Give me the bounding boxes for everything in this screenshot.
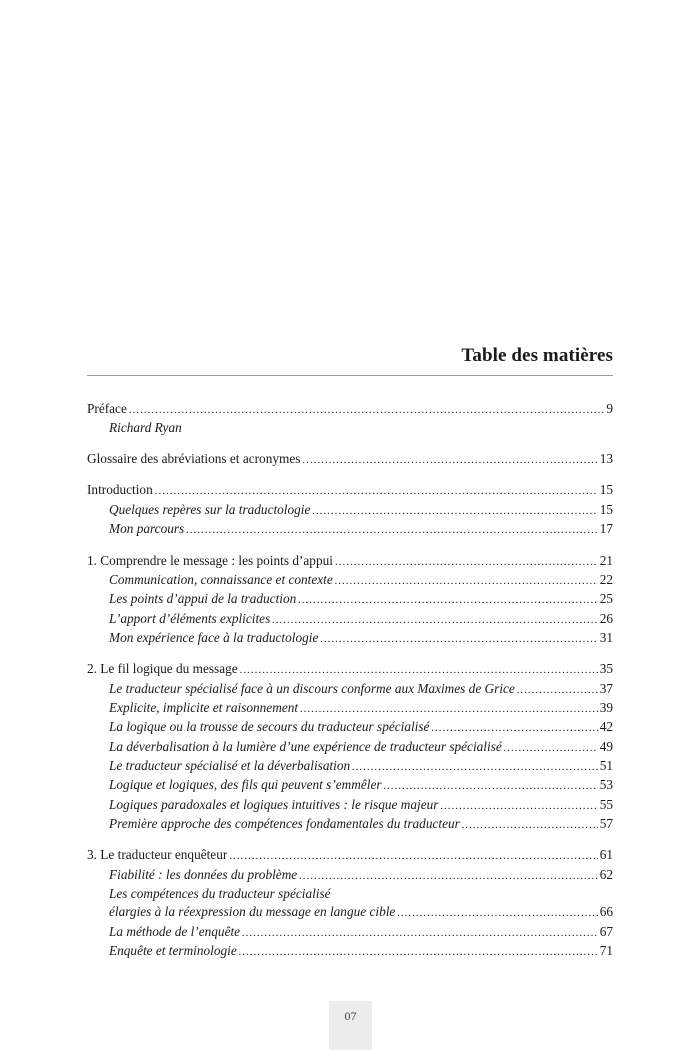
toc-entry-page: 26 (599, 610, 613, 626)
toc-entry-page: 37 (599, 680, 613, 696)
toc-entry-page: 9 (606, 401, 613, 416)
dot-leader (272, 611, 597, 629)
toc-subentry[interactable] (87, 903, 613, 922)
dot-leader (517, 681, 598, 699)
toc-subentry[interactable] (87, 680, 613, 699)
toc-entry-label: 1. Comprendre le message : les points d’appui (87, 552, 333, 568)
toc-entry-page: 39 (599, 700, 613, 716)
title-divider (87, 375, 613, 376)
toc-subentry[interactable] (87, 866, 613, 885)
toc-subentry[interactable] (87, 718, 613, 737)
toc-subentry[interactable] (87, 923, 613, 942)
toc-chapter-entry[interactable] (87, 450, 613, 469)
toc-entry-page: 71 (599, 942, 613, 958)
toc-entry-page: 42 (599, 719, 613, 735)
toc-entry-label: Quelques repères sur la traductologie (109, 501, 311, 517)
dot-leader (155, 482, 598, 500)
toc-entry-page: 21 (599, 552, 613, 568)
toc-subentry[interactable] (87, 590, 613, 609)
dot-leader (242, 924, 598, 942)
toc-entry-label: Première approche des compétences fondamentales du traducteur (109, 815, 460, 831)
dot-leader (431, 719, 597, 737)
toc-entry-label: Mon expérience face à la traductologie (109, 629, 319, 645)
toc-entry-page: 17 (599, 521, 613, 537)
toc-entry-page: 25 (599, 591, 613, 607)
toc-chapter-entry[interactable] (87, 400, 613, 419)
toc-section (87, 552, 613, 648)
dot-leader (335, 572, 598, 590)
dot-leader (240, 661, 598, 679)
page-title: Table des matières (461, 345, 613, 366)
toc-chapter-entry[interactable] (87, 552, 613, 571)
dot-leader (186, 521, 597, 539)
dot-leader (129, 401, 604, 419)
dot-leader (384, 777, 598, 795)
toc-entry-page: 15 (599, 482, 613, 498)
dot-leader (462, 816, 598, 834)
toc-entry-page: 31 (599, 629, 613, 645)
dot-leader (335, 553, 598, 571)
toc-subentry[interactable] (87, 815, 613, 834)
toc-section (87, 400, 613, 438)
dot-leader (312, 502, 597, 520)
table-of-contents (87, 400, 613, 974)
dot-leader (504, 739, 598, 757)
toc-subentry[interactable] (87, 942, 613, 961)
dot-leader (300, 700, 598, 718)
dot-leader (440, 797, 597, 815)
dot-leader (229, 847, 597, 865)
toc-author: Richard Ryan (109, 420, 182, 436)
toc-entry-page: 35 (599, 661, 613, 677)
toc-subentry[interactable] (87, 571, 613, 590)
toc-subentry[interactable] (87, 796, 613, 815)
toc-entry-label: Communication, connaissance et contexte (109, 571, 333, 587)
toc-subentry[interactable] (87, 629, 613, 648)
dot-leader (397, 904, 597, 922)
toc-entry-page: 57 (599, 815, 613, 831)
toc-entry-page: 66 (599, 904, 613, 920)
toc-entry-label: Les points d’appui de la traduction (109, 591, 297, 607)
toc-entry-label: La logique ou la trousse de secours du traducteur spécialisé (109, 719, 430, 735)
toc-entry-page: 13 (599, 450, 613, 466)
toc-section (87, 450, 613, 469)
toc-subentry[interactable] (87, 885, 613, 903)
toc-section (87, 660, 613, 834)
toc-entry-label: Préface (87, 401, 127, 416)
toc-subentry[interactable] (87, 757, 613, 776)
toc-entry-label: Mon parcours (109, 521, 185, 537)
toc-entry-label: 3. Le traducteur enquêteur (87, 847, 228, 863)
toc-subentry[interactable] (87, 610, 613, 629)
toc-entry-label: Le traducteur spécialisé et la déverbalisation (109, 757, 351, 773)
toc-chapter-entry[interactable] (87, 846, 613, 865)
toc-subentry[interactable] (87, 776, 613, 795)
toc-subentry[interactable] (87, 501, 613, 520)
toc-entry-page: 62 (599, 866, 613, 882)
toc-entry-page: 67 (599, 923, 613, 939)
toc-subentry[interactable] (87, 520, 613, 539)
toc-chapter-entry[interactable] (87, 481, 613, 500)
page-number: 07 (329, 1001, 372, 1050)
dot-leader (239, 943, 598, 961)
toc-chapter-entry[interactable] (87, 660, 613, 679)
toc-entry-page: 53 (599, 777, 613, 793)
dot-leader (320, 630, 597, 648)
toc-section (87, 481, 613, 539)
toc-entry-label: 2. Le fil logique du message (87, 661, 238, 677)
toc-entry-page: 55 (599, 796, 613, 812)
toc-entry-label: Explicite, implicite et raisonnement (109, 700, 299, 716)
toc-entry-page: 51 (599, 757, 613, 773)
toc-entry-label: L’apport d’éléments explicites (109, 610, 271, 626)
toc-entry-label: Le traducteur spécialisé face à un discours conforme aux Maximes de Grice (109, 680, 515, 696)
toc-entry-label: Fiabilité : les données du problème (109, 866, 298, 882)
toc-entry-page: 61 (599, 847, 613, 863)
toc-entry-label: La déverbalisation à la lumière d’une expérience de traducteur spécialisé (109, 738, 502, 754)
toc-entry-label: Logiques paradoxales et logiques intuitives : le risque majeur (109, 796, 439, 812)
toc-entry-page: 49 (599, 738, 613, 754)
dot-leader (302, 451, 597, 469)
toc-entry-page: 15 (599, 501, 613, 517)
toc-entry-page: 22 (599, 571, 613, 587)
toc-entry-label: Les compétences du traducteur spécialisé (109, 886, 331, 902)
toc-entry-label: Logique et logiques, des fils qui peuvent s’emmêler (109, 777, 382, 793)
dot-leader (299, 867, 597, 885)
toc-entry-label: Enquête et terminologie (109, 942, 237, 958)
toc-subentry[interactable] (87, 699, 613, 718)
toc-entry-label: Glossaire des abréviations et acronymes (87, 450, 301, 466)
toc-section (87, 846, 613, 961)
dot-leader (352, 758, 598, 776)
toc-entry-label: élargies à la réexpression du message en langue cible (109, 904, 396, 920)
dot-leader (298, 591, 597, 609)
toc-entry-label: La méthode de l’enquête (109, 923, 241, 939)
toc-entry-label: Introduction (87, 482, 153, 498)
toc-subentry[interactable] (87, 738, 613, 757)
